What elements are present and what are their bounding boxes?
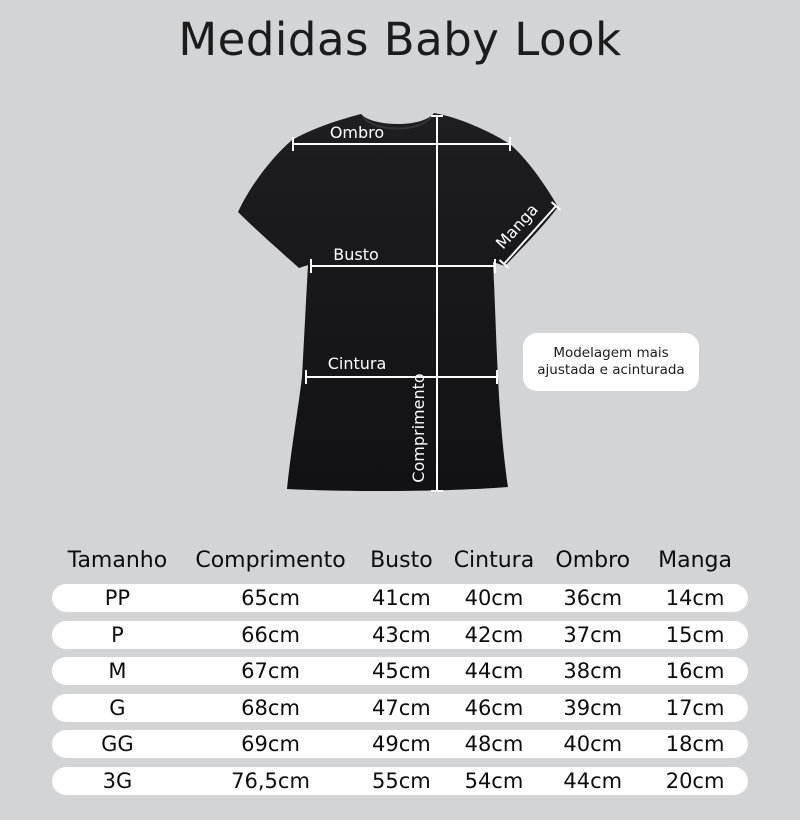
size-table — [52, 546, 748, 795]
cell-ombro: 40cm — [563, 732, 623, 756]
cell-ombro: 38cm — [563, 659, 623, 683]
header-tamanho: Tamanho — [67, 547, 168, 573]
table-row-3g — [52, 767, 748, 795]
cell-manga: 14cm — [665, 586, 725, 610]
ombro-label: Ombro — [329, 123, 385, 142]
cell-comprimento: 68cm — [241, 695, 300, 720]
busto-label: Busto — [333, 245, 379, 264]
cell-size: 3G — [102, 768, 133, 793]
header-manga: Manga — [658, 547, 732, 573]
cell-manga: 15cm — [665, 622, 725, 647]
cintura-label: Cintura — [327, 354, 387, 373]
cell-size: P — [111, 622, 124, 647]
cell-comprimento: 67cm — [241, 659, 300, 683]
cell-size: M — [108, 659, 127, 683]
header-busto: Busto — [370, 547, 433, 573]
table-row-p — [52, 621, 748, 649]
cell-size: GG — [101, 732, 134, 756]
cell-comprimento: 65cm — [241, 586, 300, 610]
comprimento-label: Comprimento — [409, 373, 428, 483]
table-row-gg — [52, 730, 748, 758]
fit-note-line1: Modelagem mais — [553, 345, 669, 361]
cell-ombro: 37cm — [563, 622, 623, 647]
cell-manga: 16cm — [665, 659, 725, 683]
cell-comprimento: 69cm — [241, 732, 300, 756]
cell-cintura: 54cm — [464, 768, 524, 793]
cell-manga: 17cm — [665, 695, 725, 720]
cell-manga: 20cm — [665, 768, 725, 793]
header-comprimento: Comprimento — [195, 547, 346, 573]
table-header-row — [52, 546, 748, 574]
cell-cintura: 44cm — [464, 659, 524, 683]
cell-cintura: 40cm — [464, 586, 524, 610]
cell-busto: 41cm — [372, 586, 431, 610]
manga-label: Manga — [491, 200, 542, 253]
cell-busto: 45cm — [372, 659, 431, 683]
fit-note-line2: ajustada e acinturada — [537, 362, 685, 378]
cell-cintura: 48cm — [464, 732, 524, 756]
page-title: Medidas Baby Look — [178, 13, 622, 66]
cell-cintura: 42cm — [464, 622, 524, 647]
cell-comprimento: 76,5cm — [231, 768, 310, 793]
cell-comprimento: 66cm — [241, 622, 300, 647]
cell-size: G — [109, 695, 126, 720]
cell-size: PP — [104, 586, 131, 610]
fit-note — [523, 333, 699, 391]
cell-busto: 47cm — [372, 695, 431, 720]
table-row-pp — [52, 584, 748, 612]
cell-ombro: 36cm — [563, 586, 623, 610]
cell-busto: 49cm — [372, 732, 431, 756]
cell-manga: 18cm — [665, 732, 725, 756]
table-row-m — [52, 657, 748, 685]
tshirt-back-image — [238, 113, 558, 491]
cell-busto: 55cm — [372, 768, 431, 793]
cell-busto: 43cm — [372, 622, 431, 647]
cell-ombro: 39cm — [563, 695, 623, 720]
header-ombro: Ombro — [555, 547, 631, 573]
cell-cintura: 46cm — [464, 695, 524, 720]
table-row-g — [52, 694, 748, 722]
cell-ombro: 44cm — [563, 768, 623, 793]
header-cintura: Cintura — [453, 547, 535, 573]
